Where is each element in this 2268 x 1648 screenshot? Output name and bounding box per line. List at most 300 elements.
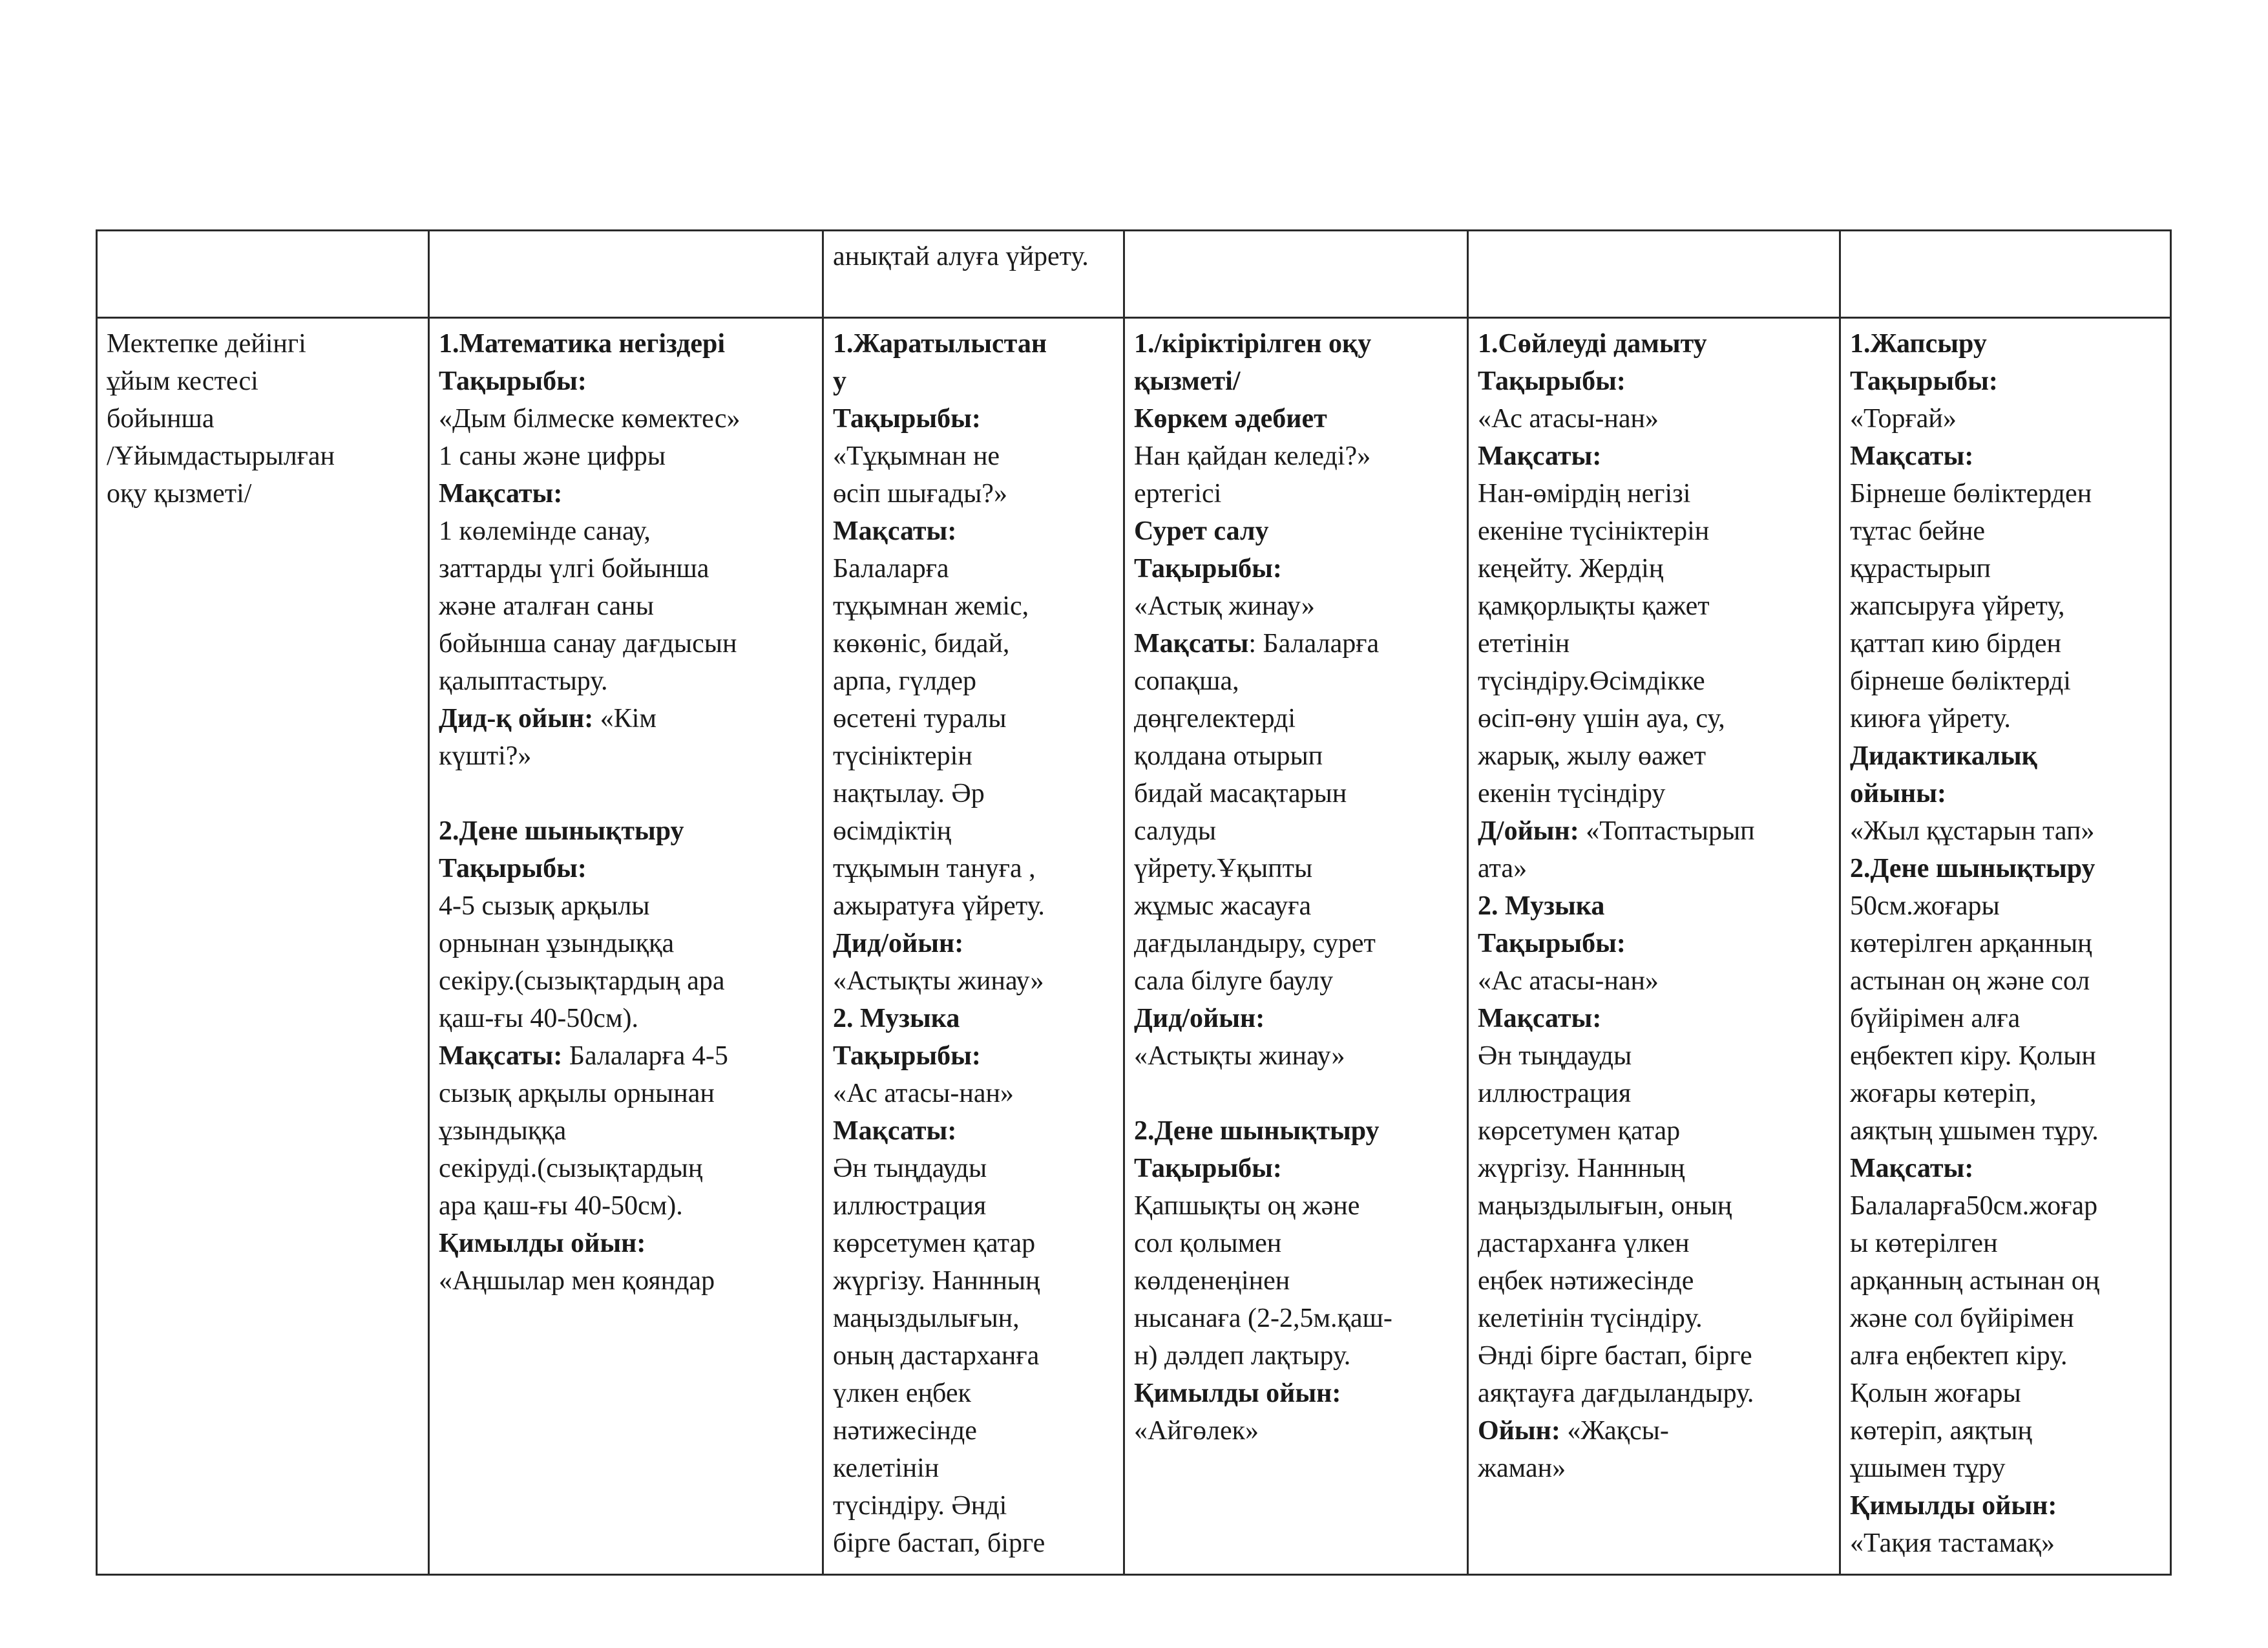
- text: маңыздылығын,: [833, 1304, 1020, 1333]
- text: маңыздылығын, оның: [1478, 1191, 1732, 1221]
- text-line: [1478, 625, 1830, 662]
- text: көрсетумен қатар: [833, 1229, 1036, 1258]
- bold-label: Сурет салу: [1134, 516, 1269, 546]
- text: «Ас атасы-нан»: [1478, 966, 1659, 996]
- text-line: [833, 1412, 1114, 1450]
- heading-line: [439, 850, 813, 887]
- table-cell: [1468, 231, 1840, 318]
- heading-line: [1478, 1412, 1830, 1450]
- text: н) дәлдеп лақтыру.: [1134, 1341, 1351, 1371]
- text: еңбек нәтижесінде: [1478, 1266, 1694, 1296]
- day-column-cell: [1468, 318, 1840, 1575]
- heading-line: [1478, 812, 1830, 850]
- text-line: [1478, 700, 1830, 737]
- text-line: [1850, 1000, 2161, 1037]
- text-line: [1478, 1300, 1830, 1337]
- heading-line: [1850, 1150, 2161, 1187]
- text-line: [833, 962, 1114, 1000]
- bold-label: 1./кіріктірілген оқу: [1134, 329, 1372, 359]
- text-line: [439, 962, 813, 1000]
- text: жарық, жылу өажет: [1478, 741, 1706, 771]
- text-line: [1478, 1375, 1830, 1412]
- bold-label: Тақырыбы:: [1850, 366, 1998, 396]
- text: дөңгелектерді: [1134, 704, 1296, 734]
- bold-label: Мақсаты:: [1850, 441, 1974, 471]
- text-line: [439, 587, 813, 625]
- text: бойынша санау дағдысын: [439, 629, 737, 659]
- text-line: [1478, 850, 1830, 887]
- text: «Дым білмеске көмектес»: [439, 404, 740, 434]
- text-line: [1134, 475, 1458, 512]
- text-line: [439, 1262, 813, 1300]
- text: «Астық жинау»: [1134, 591, 1315, 621]
- text-line: [1134, 587, 1458, 625]
- heading-line: [1134, 1000, 1458, 1037]
- text-line: [833, 850, 1114, 887]
- text: бидай масақтарын: [1134, 779, 1347, 808]
- heading-line: [1134, 625, 1458, 662]
- bold-label: Дид/ойын:: [1134, 1004, 1265, 1033]
- text: Ән тыңдауды: [833, 1154, 987, 1183]
- table-row-organized-activity: [97, 318, 2171, 1575]
- text-line: [1850, 550, 2161, 587]
- text: өсіп-өну үшін ауа, су,: [1478, 704, 1725, 734]
- bold-label: Мақсаты:: [1478, 441, 1602, 471]
- bold-label: ойыны:: [1850, 779, 1946, 808]
- bold-label: Тақырыбы:: [439, 366, 587, 396]
- text-line: [1134, 887, 1458, 925]
- text-line: [1850, 1337, 2161, 1375]
- text-line: [1134, 775, 1458, 812]
- text-line: [1850, 587, 2161, 625]
- text-line: [1134, 1187, 1458, 1225]
- heading-line: [1850, 1487, 2161, 1525]
- text: көтерілген арқанның: [1850, 929, 2092, 958]
- heading-line: [1850, 363, 2161, 400]
- text-line: [439, 1150, 813, 1187]
- text: ата»: [1478, 854, 1528, 883]
- heading-line: [1134, 1112, 1458, 1150]
- text-line: [1478, 550, 1830, 587]
- text-line: [439, 625, 813, 662]
- text: қолдана отырып: [1134, 741, 1323, 771]
- text: ұзындыққа: [439, 1116, 567, 1146]
- text-line: [833, 1225, 1114, 1262]
- table-cell: [97, 231, 429, 318]
- text: «Жақсы-: [1560, 1416, 1669, 1446]
- text: дағдыландыру, сурет: [1134, 929, 1376, 958]
- text: Ән тыңдауды: [1478, 1041, 1632, 1071]
- text: Балаларға50см.жоғар: [1850, 1191, 2098, 1221]
- text: аяқтауға дағдыландыру.: [1478, 1379, 1754, 1408]
- text: бүйірімен алға: [1850, 1004, 2021, 1033]
- text-line: [439, 1075, 813, 1112]
- text-line: [833, 737, 1114, 775]
- text-line: [439, 438, 813, 475]
- text: Мектепке дейінгі: [107, 329, 306, 359]
- text-line: [833, 775, 1114, 812]
- text-line: [1850, 1525, 2161, 1562]
- text-line: [1134, 1037, 1458, 1075]
- text-line: [1850, 1037, 2161, 1075]
- text: жүргізу. Наннның: [833, 1266, 1040, 1296]
- bold-label: Дид-қ ойын:: [439, 704, 600, 734]
- text: кеңейту. Жердің: [1478, 554, 1664, 584]
- text-line: [833, 1262, 1114, 1300]
- text: сызық арқылы орнынан: [439, 1079, 715, 1108]
- bold-label: 2.Дене шынықтыру: [1850, 854, 2095, 883]
- heading-line: [439, 475, 813, 512]
- text: түсіндіру. Әнді: [833, 1491, 1007, 1521]
- text-line: [107, 475, 419, 512]
- text-line: [439, 1187, 813, 1225]
- text-line: [1850, 1225, 2161, 1262]
- heading-line: [1850, 438, 2161, 475]
- text: «Кім: [600, 704, 656, 734]
- text: дастарханға үлкен: [1478, 1229, 1690, 1258]
- bold-label: Тақырыбы:: [833, 1041, 981, 1071]
- text-line: [833, 1337, 1114, 1375]
- table-cell: [1124, 231, 1468, 318]
- text: өсіп шығады?»: [833, 479, 1007, 509]
- bold-label: Көркем әдебиет: [1134, 404, 1327, 434]
- heading-line: [1850, 775, 2161, 812]
- text: арқанның астынан оң: [1850, 1266, 2100, 1296]
- heading-line: [439, 1225, 813, 1262]
- text: ы көтерілген: [1850, 1229, 1998, 1258]
- text-line: [1478, 662, 1830, 700]
- text-line: [1850, 887, 2161, 925]
- text-line: [1134, 438, 1458, 475]
- text: көкөніс, бидай,: [833, 629, 1010, 659]
- text: : Балаларға: [1248, 629, 1380, 659]
- text-line: [833, 1487, 1114, 1525]
- text-line: [1850, 400, 2161, 438]
- text-line: [1478, 587, 1830, 625]
- text-line: [833, 438, 1114, 475]
- heading-line: [1478, 325, 1830, 363]
- text-line: [1134, 812, 1458, 850]
- bold-label: Мақсаты:: [833, 1116, 957, 1146]
- text-line: [439, 512, 813, 550]
- heading-line: [1478, 438, 1830, 475]
- text: сопақша,: [1134, 666, 1239, 696]
- text: киюға үйрету.: [1850, 704, 2011, 734]
- heading-line: [1134, 550, 1458, 587]
- text: екеніне түсініктерін: [1478, 516, 1710, 546]
- text: бойынша: [107, 404, 215, 434]
- text-line: [1850, 1375, 2161, 1412]
- bold-label: Мақсаты: [1134, 629, 1249, 659]
- text: «Тақия тастамақ»: [1850, 1528, 2055, 1558]
- bold-label: Қимылды ойын:: [1850, 1491, 2057, 1521]
- text: «Аңшылар мен қояндар: [439, 1266, 715, 1296]
- text: жаман»: [1478, 1453, 1566, 1483]
- heading-line: [1134, 1150, 1458, 1187]
- text: «Топтастырып: [1586, 816, 1755, 846]
- text-line: [1850, 962, 2161, 1000]
- text: «Тұқымнан не: [833, 441, 1000, 471]
- text: қалыптастыру.: [439, 666, 608, 696]
- text: нысанаға (2-2,5м.қаш-: [1134, 1304, 1392, 1333]
- heading-line: [1478, 363, 1830, 400]
- text-line: [1850, 1450, 2161, 1487]
- text: сол қолымен: [1134, 1229, 1282, 1258]
- bold-label: 1.Математика негіздері: [439, 329, 726, 359]
- text-line: [1134, 1412, 1458, 1450]
- text-line: [439, 737, 813, 775]
- text-line: [1850, 475, 2161, 512]
- text-line: [439, 1112, 813, 1150]
- text: екенін түсіндіру: [1478, 779, 1666, 808]
- text-line: [1134, 850, 1458, 887]
- table-cell: [429, 231, 823, 318]
- bold-label: 2. Музыка: [1478, 891, 1605, 921]
- text-line: [1478, 737, 1830, 775]
- text: Әнді бірге бастап, бірге: [1478, 1341, 1752, 1371]
- text: нәтижесінде: [833, 1416, 977, 1446]
- text-line: [833, 1300, 1114, 1337]
- day-column-cell: [1840, 318, 2171, 1575]
- text-line: [107, 400, 419, 438]
- text-line: [833, 1075, 1114, 1112]
- heading-line: [833, 325, 1114, 363]
- text: жүргізу. Наннның: [1478, 1154, 1685, 1183]
- heading-line: [1134, 363, 1458, 400]
- text: өсетені туралы: [833, 704, 1007, 734]
- text-line: [1134, 1337, 1458, 1375]
- bold-label: Мақсаты:: [439, 479, 563, 509]
- text-line: [1134, 737, 1458, 775]
- text: Балаларға 4-5: [569, 1041, 728, 1071]
- text: бірге бастап, бірге: [833, 1528, 1045, 1558]
- bold-label: Тақырыбы:: [1478, 929, 1626, 958]
- bold-label: 2.Дене шынықтыру: [1134, 1116, 1380, 1146]
- text: Нан-өмірдің негізі: [1478, 479, 1691, 509]
- text: бірнеше бөліктерді: [1850, 666, 2071, 696]
- text: жапсыруға үйрету,: [1850, 591, 2065, 621]
- text-line: [833, 700, 1114, 737]
- heading-line: [1134, 1375, 1458, 1412]
- text-line: [833, 887, 1114, 925]
- bold-label: Дидактикалық: [1850, 741, 2037, 771]
- text-line: [1134, 1262, 1458, 1300]
- heading-line: [1850, 737, 2161, 775]
- text-line: [833, 1375, 1114, 1412]
- heading-line: [1850, 325, 2161, 363]
- text-line: [1850, 812, 2161, 850]
- text: иллюстрация: [833, 1191, 987, 1221]
- bold-label: Ойын:: [1478, 1416, 1560, 1446]
- text: «Торғай»: [1850, 404, 1957, 434]
- text: 1 көлемінде санау,: [439, 516, 651, 546]
- text-line: [1850, 1412, 2161, 1450]
- text-line: [833, 1150, 1114, 1187]
- text: көтеріп, аяқтың: [1850, 1416, 2032, 1446]
- bold-label: Тақырыбы:: [1478, 366, 1626, 396]
- text-line: [1478, 1337, 1830, 1375]
- heading-line: [833, 925, 1114, 962]
- text: жоғары көтеріп,: [1850, 1079, 2037, 1108]
- text-line: [1478, 1262, 1830, 1300]
- text: сала білуге баулу: [1134, 966, 1334, 996]
- text-line: [1478, 1075, 1830, 1112]
- heading-line: [1478, 1000, 1830, 1037]
- bold-label: Мақсаты:: [1850, 1154, 1974, 1183]
- text: қаш-ғы 40-50см).: [439, 1004, 639, 1033]
- text: қаттап кию бірден: [1850, 629, 2061, 659]
- text-line: [1478, 1112, 1830, 1150]
- bold-label: Тақырыбы:: [833, 404, 981, 434]
- text-line: [1850, 1187, 2161, 1225]
- text: түсіндіру.Өсімдікке: [1478, 666, 1705, 696]
- day-column-cell: [429, 318, 823, 1575]
- text: үйрету.Ұқыпты: [1134, 854, 1313, 883]
- text: секіру.(сызықтардың ара: [439, 966, 725, 996]
- table-row-continuation: [97, 231, 2171, 318]
- bold-label: 1.Сөйлеуді дамыту: [1478, 329, 1707, 359]
- text: ара қаш-ғы 40-50см).: [439, 1191, 683, 1221]
- text: астынан оң және сол: [1850, 966, 2090, 996]
- heading-line: [1134, 512, 1458, 550]
- bold-label: 2.Дене шынықтыру: [439, 816, 684, 846]
- text: иллюстрация: [1478, 1079, 1632, 1108]
- text-line: [1850, 625, 2161, 662]
- text: Қолын жоғары: [1850, 1379, 2021, 1408]
- bold-label: қызметі/: [1134, 366, 1241, 396]
- text-line: [1850, 1300, 2161, 1337]
- text-line: [833, 1450, 1114, 1487]
- text: келетінін: [833, 1453, 940, 1483]
- text-line: [1850, 1262, 2161, 1300]
- bold-label: Қимылды ойын:: [1134, 1379, 1341, 1408]
- text-line: [1850, 1075, 2161, 1112]
- text: Қапшықты оң және: [1134, 1191, 1360, 1221]
- schedule-table: [96, 229, 2172, 1576]
- text-line: [833, 1187, 1114, 1225]
- text: ұйым кестесі: [107, 366, 258, 396]
- bold-label: 1.Жаратылыстан: [833, 329, 1047, 359]
- text-line: [439, 550, 813, 587]
- bold-label: Тақырыбы:: [439, 854, 587, 883]
- heading-line: [439, 363, 813, 400]
- text-line: [1478, 775, 1830, 812]
- text-line: [1478, 1150, 1830, 1187]
- heading-line: [1478, 887, 1830, 925]
- text: көлденеңінен: [1134, 1266, 1290, 1296]
- text-line: [107, 363, 419, 400]
- heading-line: [1850, 850, 2161, 887]
- text: ұшымен тұру: [1850, 1453, 2006, 1483]
- heading-line: [1134, 325, 1458, 363]
- text: күшті?»: [439, 741, 532, 771]
- heading-line: [439, 325, 813, 363]
- text-line: [1134, 700, 1458, 737]
- heading-line: [833, 1112, 1114, 1150]
- bold-label: Мақсаты:: [833, 516, 957, 546]
- text-line: [1134, 962, 1458, 1000]
- heading-line: [1134, 400, 1458, 438]
- text: ертегісі: [1134, 479, 1222, 509]
- text-line: [1850, 1112, 2161, 1150]
- text: тұтас бейне: [1850, 516, 1986, 546]
- heading-line: [833, 363, 1114, 400]
- text: 4-5 сызық арқылы: [439, 891, 650, 921]
- bold-label: Тақырыбы:: [1134, 1154, 1282, 1183]
- text: орнынан ұзындыққа: [439, 929, 675, 958]
- text: түсініктерін: [833, 741, 972, 771]
- text-line: [439, 887, 813, 925]
- text-line: [107, 325, 419, 363]
- text: нақтылау. Әр: [833, 779, 985, 808]
- bold-label: у: [833, 366, 846, 396]
- text-line: [833, 625, 1114, 662]
- heading-line: [833, 400, 1114, 438]
- text-line: [1134, 662, 1458, 700]
- text: «Ас атасы-нан»: [1478, 404, 1659, 434]
- text: «Астықты жинау»: [1134, 1041, 1345, 1071]
- text-line: [1478, 1450, 1830, 1487]
- text: 50см.жоғары: [1850, 891, 2000, 921]
- text: Бірнеше бөліктерден: [1850, 479, 2092, 509]
- text: аяқтың ұшымен тұру.: [1850, 1116, 2099, 1146]
- heading-line: [833, 512, 1114, 550]
- text-line: [1478, 512, 1830, 550]
- text-line: [439, 1000, 813, 1037]
- text: «Жыл құстарын тап»: [1850, 816, 2095, 846]
- text-line: [1478, 962, 1830, 1000]
- text: оқу қызметі/: [107, 479, 252, 509]
- text-line: [1134, 1300, 1458, 1337]
- bold-label: Дид/ойын:: [833, 929, 964, 958]
- day-column-cell: [1124, 318, 1468, 1575]
- text-line: [833, 1525, 1114, 1562]
- heading-line: [439, 700, 813, 737]
- text: арпа, гүлдер: [833, 666, 976, 696]
- text-line: [439, 925, 813, 962]
- cell-text: анықтай алуға үйрету.: [833, 242, 1089, 271]
- text: салуды: [1134, 816, 1217, 846]
- text-line: [1478, 475, 1830, 512]
- text-line: [1478, 1225, 1830, 1262]
- text-line: [439, 400, 813, 438]
- text: секіруді.(сызықтардың: [439, 1154, 703, 1183]
- text: «Айгөлек»: [1134, 1416, 1259, 1446]
- text: көрсетумен қатар: [1478, 1116, 1681, 1146]
- text-line: [1478, 1187, 1830, 1225]
- text: «Астықты жинау»: [833, 966, 1044, 996]
- text: қамқорлықты қажет: [1478, 591, 1710, 621]
- text-line: [833, 475, 1114, 512]
- bold-label: Д/ойын:: [1478, 816, 1586, 846]
- text: оның дастарханға: [833, 1341, 1040, 1371]
- text: үлкен еңбек: [833, 1379, 971, 1408]
- text-line: [1134, 925, 1458, 962]
- text: және аталған саны: [439, 591, 655, 621]
- text-line: [1850, 662, 2161, 700]
- heading-line: [833, 1000, 1114, 1037]
- blank-line: [439, 775, 813, 812]
- text: 1 саны және цифры: [439, 441, 666, 471]
- text: заттарды үлгі бойынша: [439, 554, 709, 584]
- text-line: [1850, 700, 2161, 737]
- text-line: [833, 812, 1114, 850]
- bold-label: 2. Музыка: [833, 1004, 960, 1033]
- heading-line: [833, 1037, 1114, 1075]
- text-line: [1134, 1225, 1458, 1262]
- text-line: [833, 587, 1114, 625]
- text: Балаларға: [833, 554, 949, 584]
